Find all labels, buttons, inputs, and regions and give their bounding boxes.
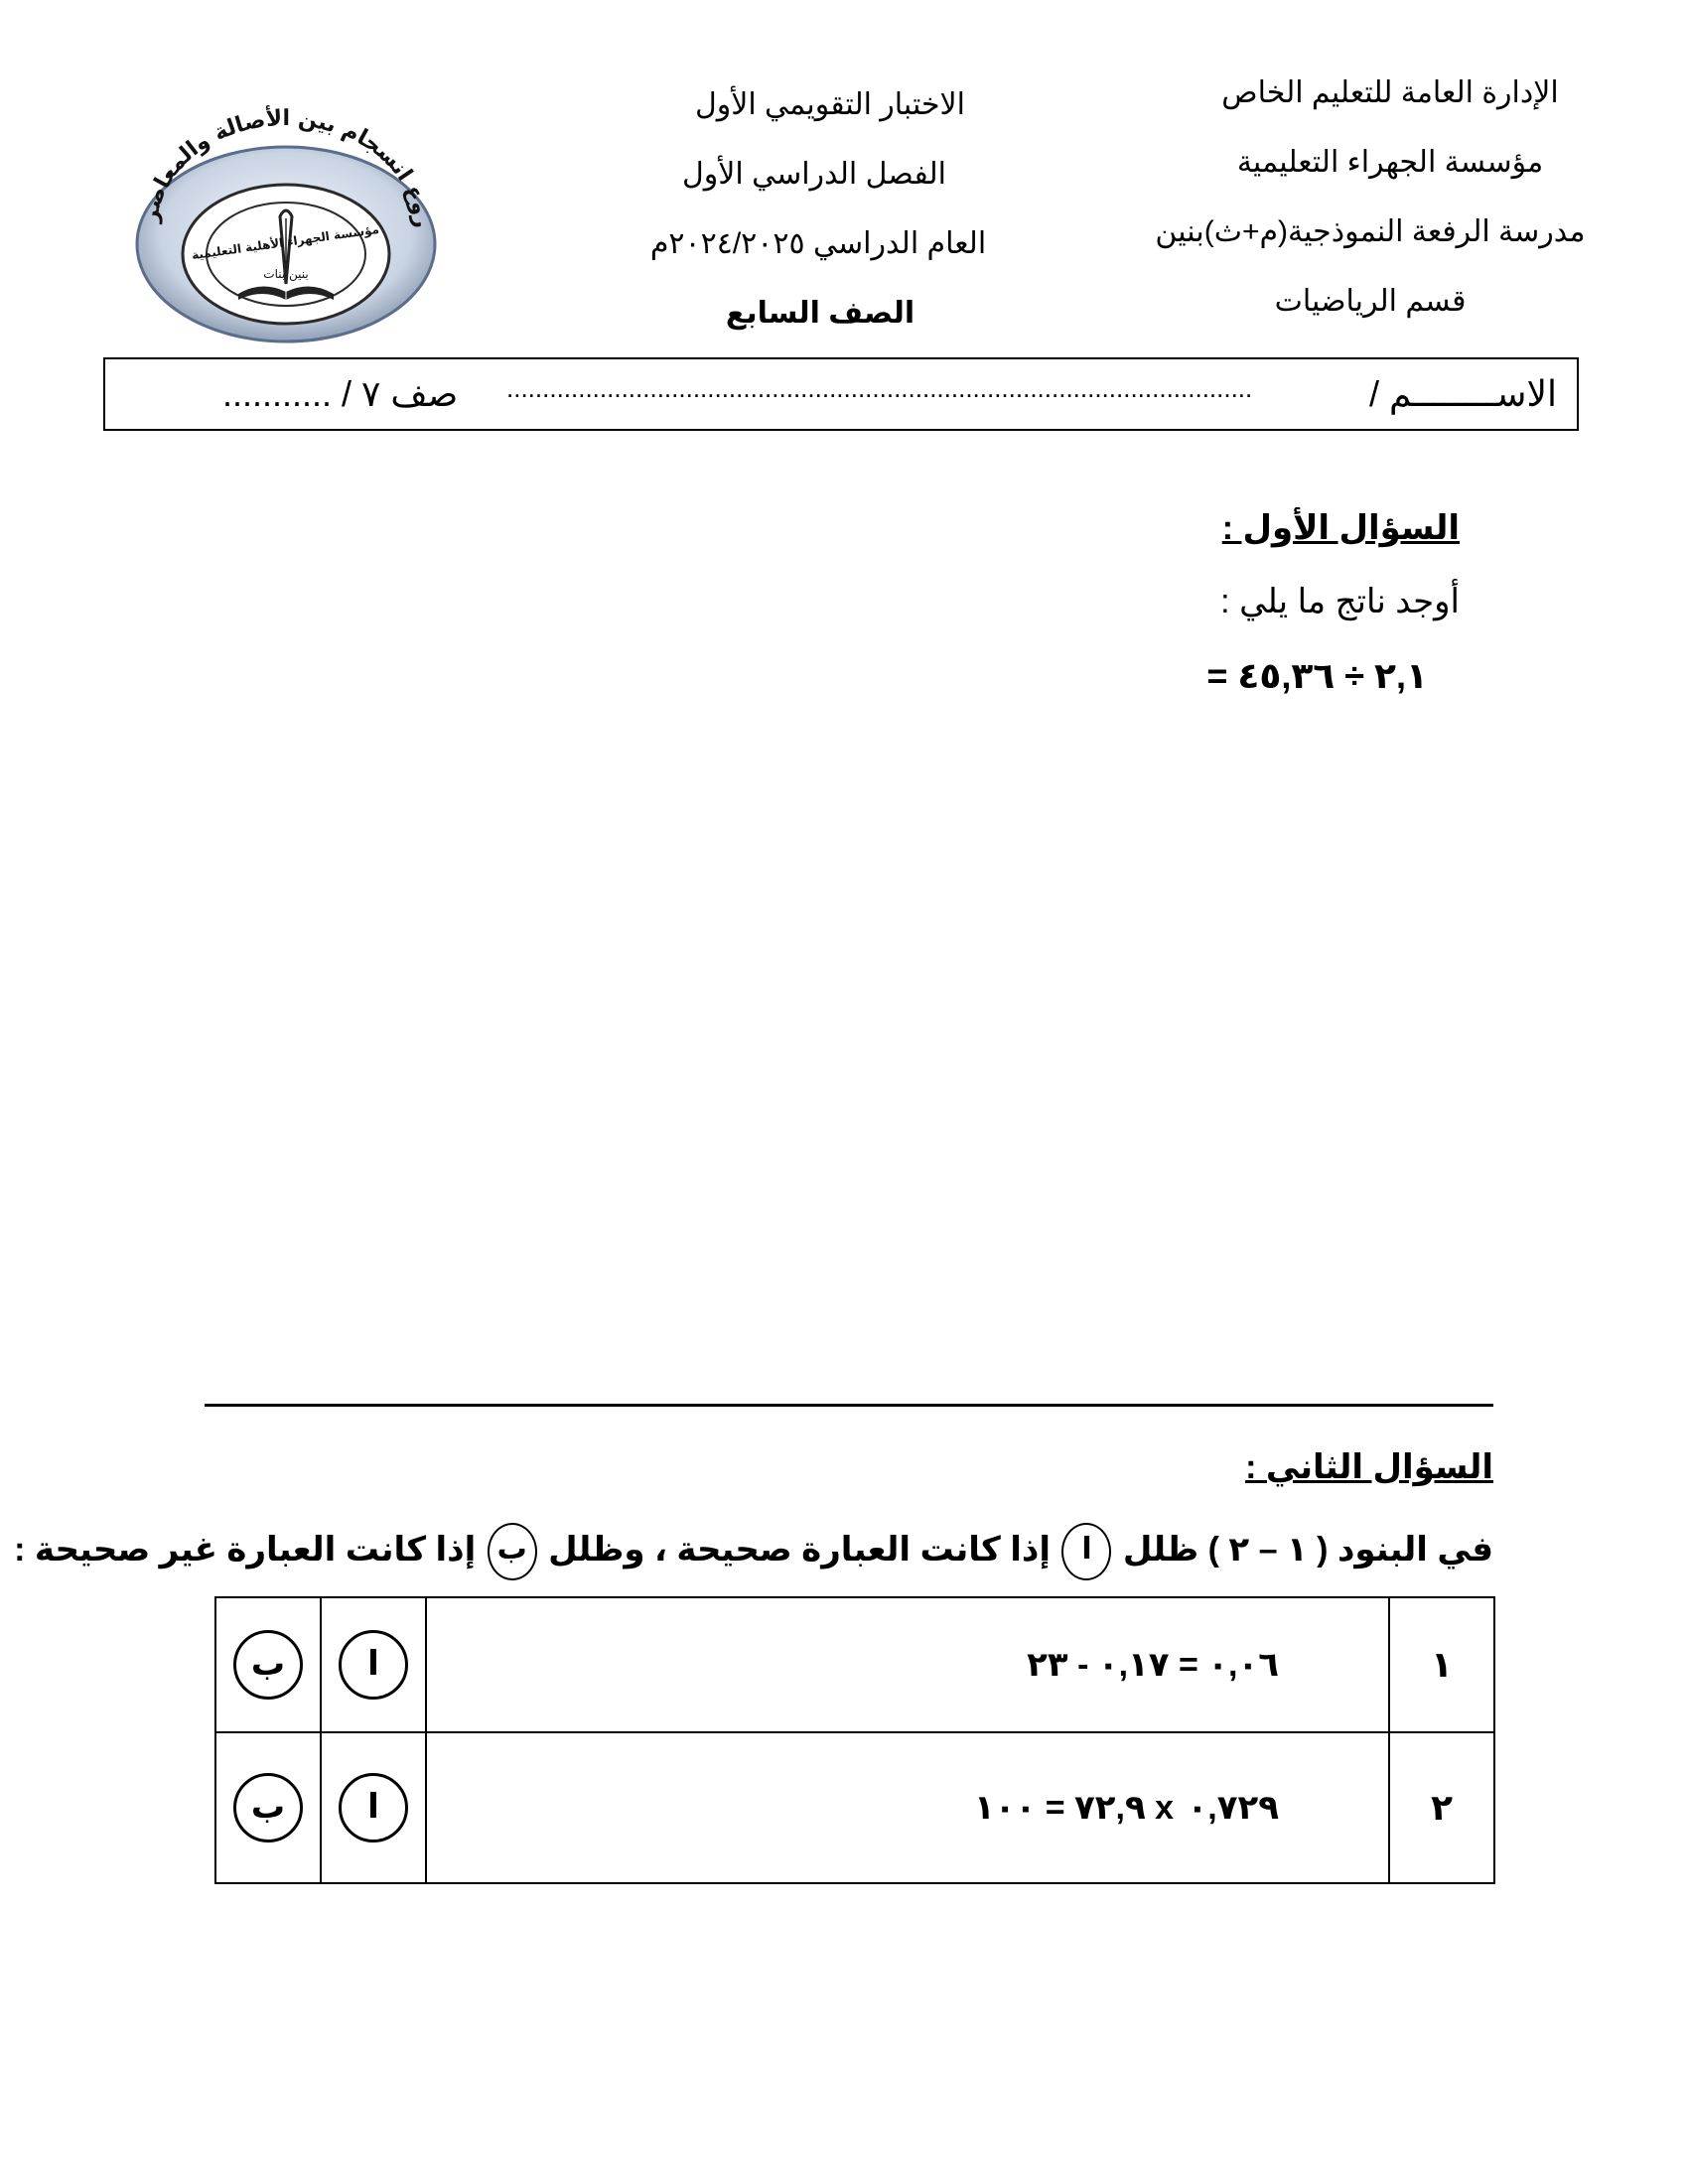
student-info-box <box>103 357 1579 431</box>
logo-inner-text: مؤسسة الجهراء الأهلية التعليمية <box>191 221 380 263</box>
school-logo <box>127 105 445 343</box>
statement-1: ٠,٠٦ = ٠,١٧ - ٢٣ <box>426 1597 1389 1732</box>
name-label: الاســــــــم / <box>1368 373 1557 414</box>
statement-2: ٧٢,٩ = ١٠٠ x ٠,٧٢٩ <box>426 1732 1389 1883</box>
option-a-1[interactable]: ا <box>339 1630 408 1700</box>
instruction-part-3: إذا كانت العبارة غير صحيحة : <box>14 1530 477 1569</box>
item-number-1: ١ <box>1389 1597 1494 1732</box>
section-divider <box>205 1404 1493 1407</box>
exam-year: العام الدراسي ٢٠٢٤/٢٠٢٥م <box>649 227 987 260</box>
option-a-2[interactable]: ا <box>339 1773 408 1843</box>
admin-line-2: مؤسسة الجهراء التعليمية <box>1236 146 1544 179</box>
item-number-2: ٢ <box>1389 1732 1494 1883</box>
instruction-part-2: إذا كانت العبارة صحيحة ، وظلل <box>548 1530 1052 1569</box>
class-field[interactable]: صف ٧ / ........... <box>222 373 459 414</box>
question-1-expression: = ٢,١ ÷ ٤٥,٣٦ <box>1206 655 1428 696</box>
logo-arc-text: روع انسجام بين الأصالة والمعاصر <box>138 105 435 229</box>
question-2-instruction <box>14 1523 1493 1580</box>
admin-line-3: مدرسة الرفعة النموذجية(م+ث)بنين <box>1155 215 1586 248</box>
name-field[interactable]: ........................................................................................................ <box>506 373 1253 403</box>
question-1-prompt: أوجد ناتج ما يلي : <box>1220 583 1460 620</box>
exam-title: الاختبار التقويمي الأول <box>694 88 966 121</box>
instruction-circle-a: ا <box>1061 1523 1111 1580</box>
option-b-1[interactable]: ب <box>233 1630 303 1700</box>
instruction-part-1: في البنود ( ١ – ٢ ) ظلل <box>1122 1530 1493 1569</box>
admin-line-1: الإدارة العامة للتعليم الخاص <box>1221 76 1559 109</box>
exam-semester: الفصل الدراسي الأول <box>682 158 946 191</box>
option-a-cell <box>321 1597 426 1732</box>
table-row <box>215 1732 1494 1883</box>
option-a-cell <box>321 1732 426 1883</box>
question-1-title: السؤال الأول : <box>1221 509 1460 547</box>
option-b-cell <box>215 1597 321 1732</box>
logo-sub-text: بنين بنات <box>263 267 309 281</box>
instruction-circle-b: ب <box>488 1523 537 1580</box>
admin-line-4: قسم الرياضيات <box>1274 285 1467 318</box>
question-2-title: السؤال الثاني : <box>1245 1448 1493 1486</box>
true-false-table <box>214 1596 1495 1884</box>
exam-grade: الصف السابع <box>725 297 915 330</box>
table-row <box>215 1597 1494 1732</box>
option-b-2[interactable]: ب <box>233 1773 303 1843</box>
option-b-cell <box>215 1732 321 1883</box>
